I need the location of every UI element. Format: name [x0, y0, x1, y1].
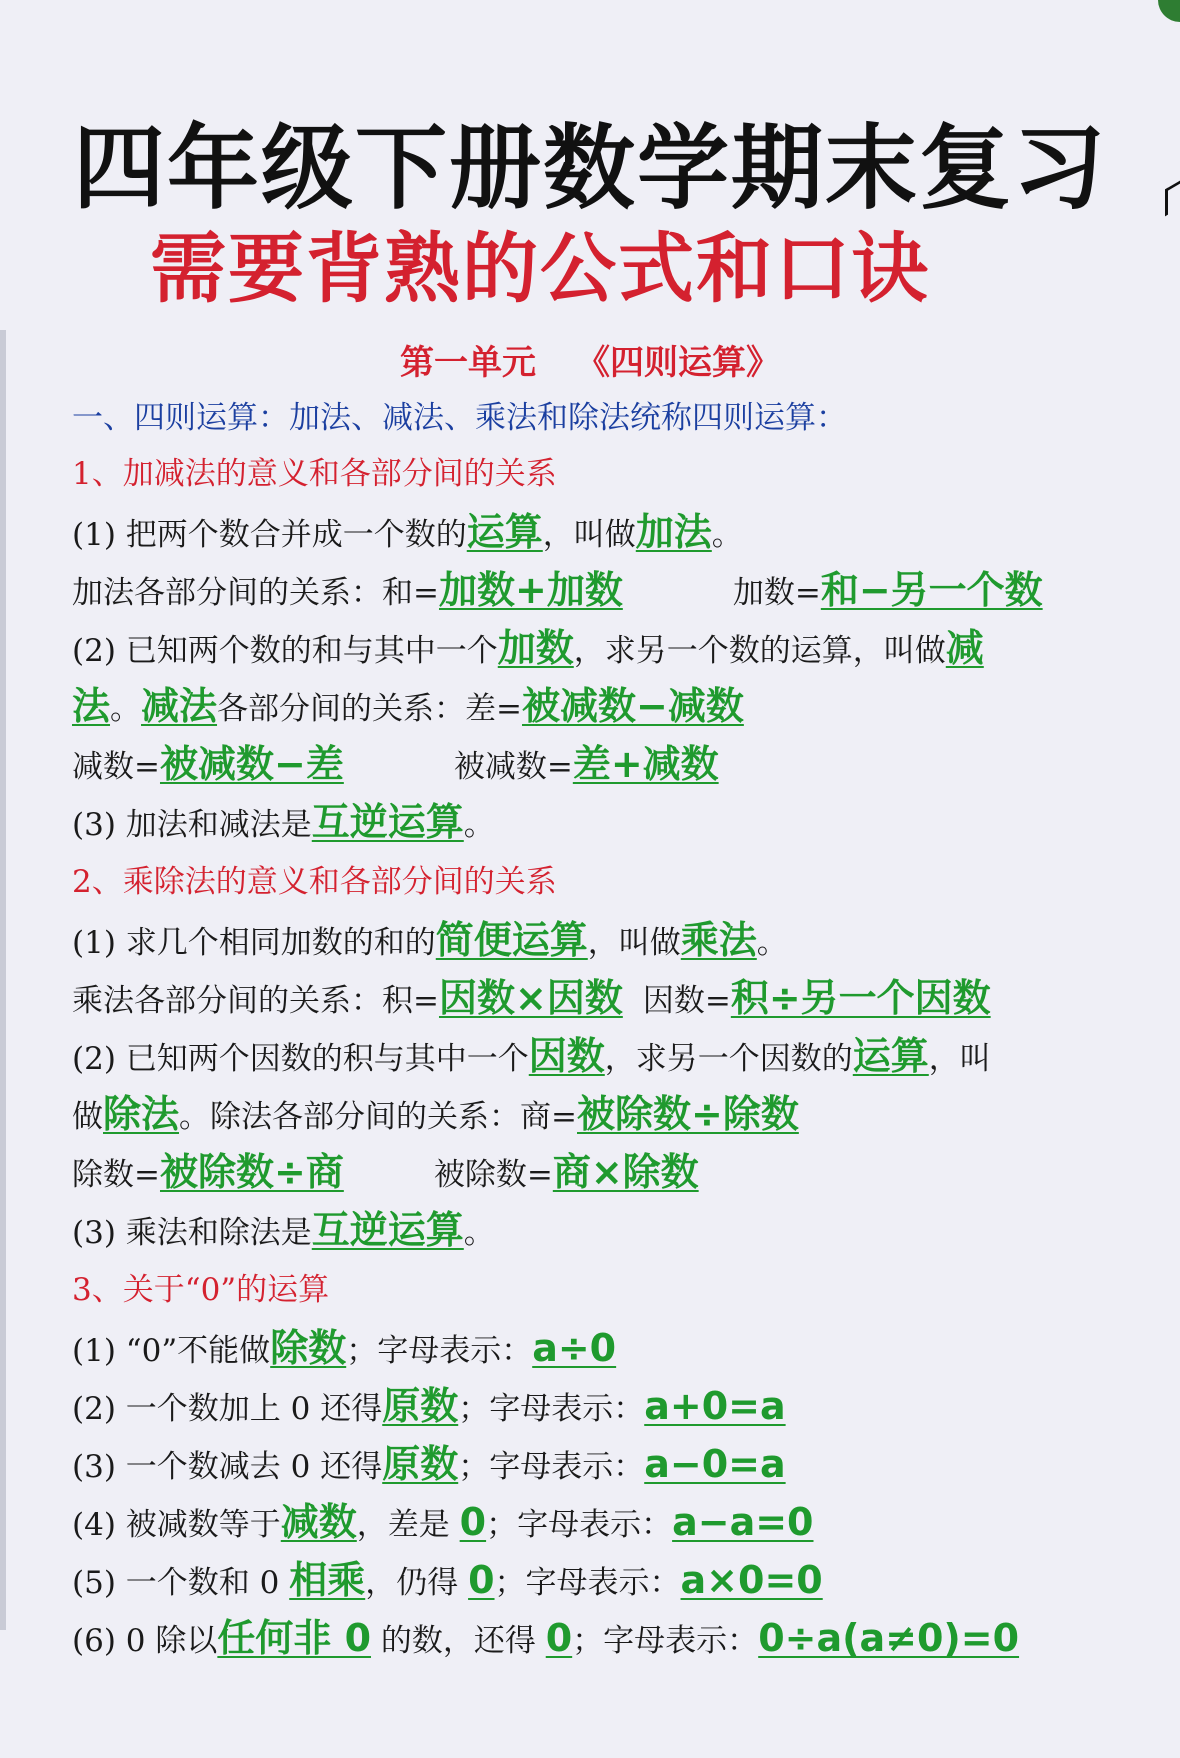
text: 被减数= [453, 749, 573, 785]
answer: 被除数÷商 [159, 1150, 344, 1194]
answer: 积÷另一个因数 [730, 976, 991, 1020]
answer: 和−另一个数 [820, 568, 1043, 612]
s3-line-5 [72, 1558, 823, 1605]
answer: 乘法 [680, 918, 757, 962]
corner-leaf-mark [1158, 0, 1180, 22]
answer: 原数 [382, 1442, 459, 1486]
text: (6) 0 除以 [72, 1623, 218, 1659]
text: 。除法各部分间的关系：商= [179, 1099, 577, 1135]
intro-line: 一、四则运算：加法、减法、乘法和除法统称四则运算： [72, 400, 847, 436]
text: ；字母表示： [346, 1333, 533, 1369]
s1-line-1 [72, 510, 743, 557]
answer: 因数×因数 [438, 976, 623, 1020]
answer: 法 [72, 684, 111, 728]
text: 做 [72, 1099, 103, 1135]
text: ；字母表示： [494, 1565, 681, 1601]
text: (3) 一个数减去 0 还得 [72, 1449, 383, 1485]
answer: 运算 [466, 510, 543, 554]
answer: 减法 [141, 684, 218, 728]
s2-line-5 [72, 1150, 699, 1197]
text: (3) 乘法和除法是 [72, 1215, 312, 1251]
answer: 加数+加数 [438, 568, 623, 612]
page-title: 四年级下册数学期末复习 [72, 115, 1107, 222]
text: (2) 一个数加上 0 还得 [72, 1391, 383, 1427]
answer: 0÷a(a≠0)=0 [758, 1616, 1020, 1660]
answer: 差+减数 [572, 742, 719, 786]
s2-line-1 [72, 918, 788, 965]
text: 。 [711, 517, 743, 553]
section-heading-2: 2、乘除法的意义和各部分间的关系 [72, 864, 557, 900]
text: (2) 已知两个数的和与其中一个 [72, 633, 498, 669]
answer: 0 [545, 1616, 573, 1660]
answer: 互逆运算 [311, 800, 464, 844]
answer: 商×除数 [552, 1150, 699, 1194]
text: ，差是 [356, 1507, 460, 1543]
answer: 加法 [635, 510, 712, 554]
text: ，求另一个因数的 [604, 1041, 853, 1077]
text: (1) 求几个相同加数的和的 [72, 925, 436, 961]
text: 加数= [732, 575, 821, 611]
answer: 减数 [280, 1500, 357, 1544]
page-subtitle: 需要背熟的公式和口诀 [150, 224, 930, 313]
s2-line-6 [72, 1208, 495, 1255]
s1-line-5 [72, 742, 719, 789]
answer: 互逆运算 [311, 1208, 464, 1252]
text: (5) 一个数和 0 [72, 1565, 290, 1601]
text: 的数，还得 [371, 1623, 546, 1659]
answer: 因数 [528, 1034, 605, 1078]
answer: 运算 [852, 1034, 929, 1078]
answer: a−0=a [644, 1442, 786, 1486]
text: 。 [110, 691, 142, 727]
text: 。 [756, 925, 788, 961]
text: ；字母表示： [572, 1623, 759, 1659]
text: (2) 已知两个因数的积与其中一个 [72, 1041, 529, 1077]
section-heading-1: 1、加减法的意义和各部分间的关系 [72, 456, 557, 492]
s2-line-4 [72, 1092, 799, 1139]
s3-line-2 [72, 1384, 786, 1431]
text: 乘法各部分间的关系：积= [72, 983, 439, 1019]
text: 各部分间的关系：差= [217, 691, 523, 727]
answer: 减 [945, 626, 984, 670]
text: 除数= [72, 1157, 160, 1193]
text: ；字母表示： [486, 1507, 673, 1543]
s2-line-3 [72, 1034, 991, 1081]
answer: 任何非 0 [217, 1616, 372, 1660]
text: 减数= [72, 749, 160, 785]
answer: 被减数−差 [159, 742, 344, 786]
text: 加法各部分间的关系：和= [72, 575, 439, 611]
answer: a×0=0 [680, 1558, 823, 1602]
answer: 0 [459, 1500, 487, 1544]
answer: 0 [468, 1558, 495, 1602]
answer: a+0=a [644, 1384, 786, 1428]
text: 。 [463, 1215, 495, 1251]
answer: 相乘 [289, 1558, 366, 1602]
text: (1) 把两个数合并成一个数的 [72, 517, 467, 553]
text: (4) 被减数等于 [72, 1507, 281, 1543]
section-heading-3: 3、关于“0”的运算 [72, 1272, 330, 1308]
unit-number: 第一单元 [400, 343, 536, 383]
text: ，叫做 [587, 925, 681, 961]
answer: 除法 [103, 1092, 180, 1136]
s1-line-2 [72, 568, 1043, 615]
text: ，求另一个数的运算，叫做 [573, 633, 946, 669]
s1-line-6 [72, 800, 495, 847]
unit-heading [0, 335, 1180, 384]
page-edge [0, 330, 6, 1630]
text: 。 [463, 807, 495, 843]
answer: 被减数−减数 [522, 684, 744, 728]
answer: 简便运算 [435, 918, 588, 962]
s3-line-6 [72, 1616, 1019, 1663]
text: (1) “0”不能做 [72, 1333, 271, 1369]
unit-name: 《四则运算》 [576, 343, 780, 383]
s3-line-1 [72, 1326, 616, 1373]
text: ，仍得 [365, 1565, 469, 1601]
text: (3) 加法和减法是 [72, 807, 312, 843]
answer: a−a=0 [672, 1500, 814, 1544]
s1-line-4 [72, 684, 744, 731]
text: 因数= [642, 983, 731, 1019]
text: ；字母表示： [458, 1391, 645, 1427]
text: ，叫做 [542, 517, 636, 553]
text: ，叫 [928, 1041, 991, 1077]
answer: 除数 [270, 1326, 347, 1370]
text: 被除数= [433, 1157, 553, 1193]
answer: 被除数÷除数 [577, 1092, 799, 1136]
answer: 原数 [382, 1384, 459, 1428]
answer: 加数 [497, 626, 574, 670]
text: ；字母表示： [458, 1449, 645, 1485]
s1-line-3 [72, 626, 984, 673]
s2-line-2 [72, 976, 991, 1023]
s3-line-4 [72, 1500, 814, 1547]
s3-line-3 [72, 1442, 786, 1489]
answer: a÷0 [532, 1326, 617, 1370]
